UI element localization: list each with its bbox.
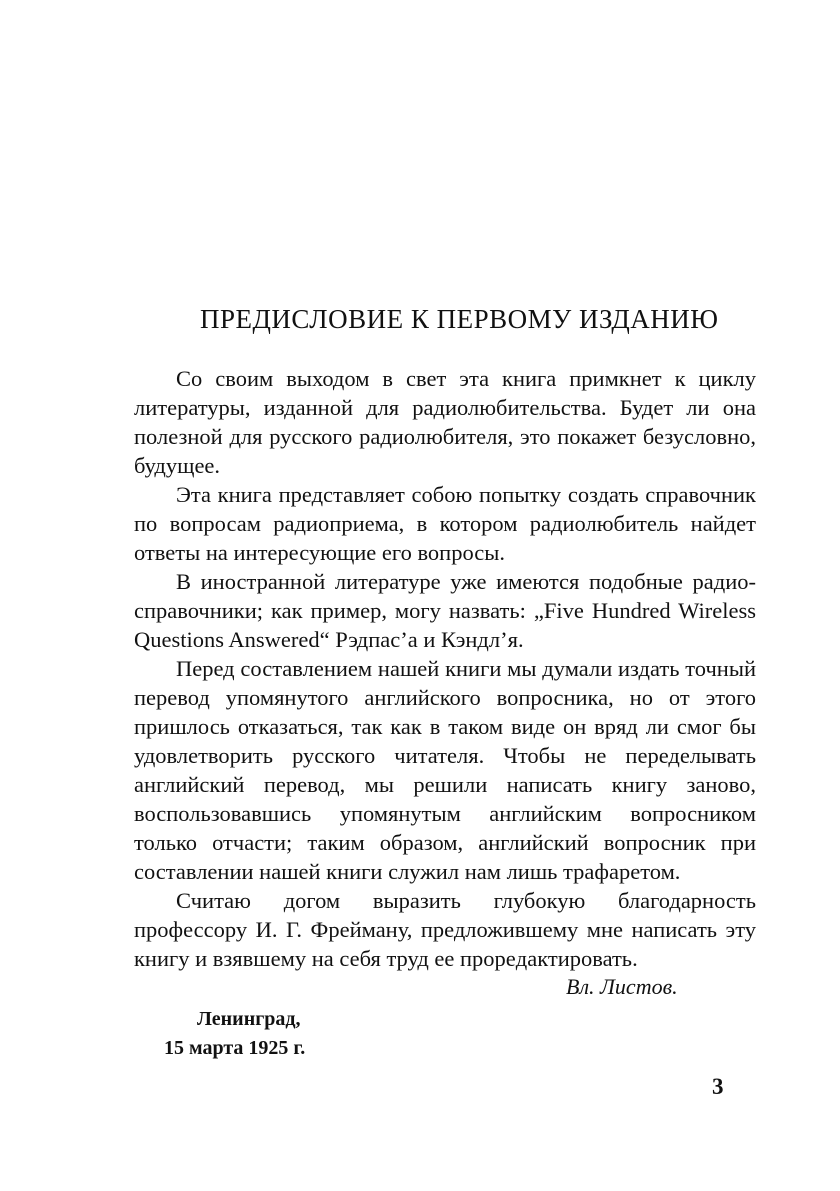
date-line: 15 марта 1925 г. [164, 1037, 306, 1059]
paragraph-2: Эта книга представляет собою попытку создать справочник по вопросам радиоприема, в котором радиолюбитель найдет ответы на интересующие его вопросы. [134, 482, 756, 565]
paragraph-1: Со своим выходом в свет эта книга примкнет к циклу литературы, изданной для радиолюбительства. Будет ли она полезной для русского радиолюбителя, это покажет безусловно, будущее. [134, 366, 756, 478]
preface-body [134, 364, 756, 973]
paragraph-3: В иностранной литературе уже имеются подобные радио-справочники; как пример, могу назвать: „Five Hundred Wireless Questions Answered“ Рэдпас’а и Кэндл’я. [134, 569, 756, 652]
page-title: ПРЕДИСЛОВИЕ К ПЕРВОМУ ИЗДАНИЮ [200, 304, 719, 334]
paragraph-4: Перед составлением нашей книги мы думали издать точный перевод упомянутого английского вопросника, но от этого пришлось отказаться, так как в таком виде он вряд ли смог бы удовлетворить русского читателя. Чтобы не переделывать английский перевод, мы решили написать книгу заново, воспользовавшись упомянутым английским вопросником только отчасти; таким образом, английский вопросник при составлении нашей книги служил нам лишь трафаретом. [134, 656, 756, 884]
page-number: 3 [712, 1074, 724, 1099]
place-line: Ленинград, [197, 1008, 301, 1030]
paragraph-5: Считаю догом выразить глубокую благодарность профессору И. Г. Фрейману, предложившему мне написать эту книгу и взявшему на себя труд ее прорeдактировать. [134, 888, 756, 971]
author-signature: Вл. Листов. [566, 974, 678, 999]
